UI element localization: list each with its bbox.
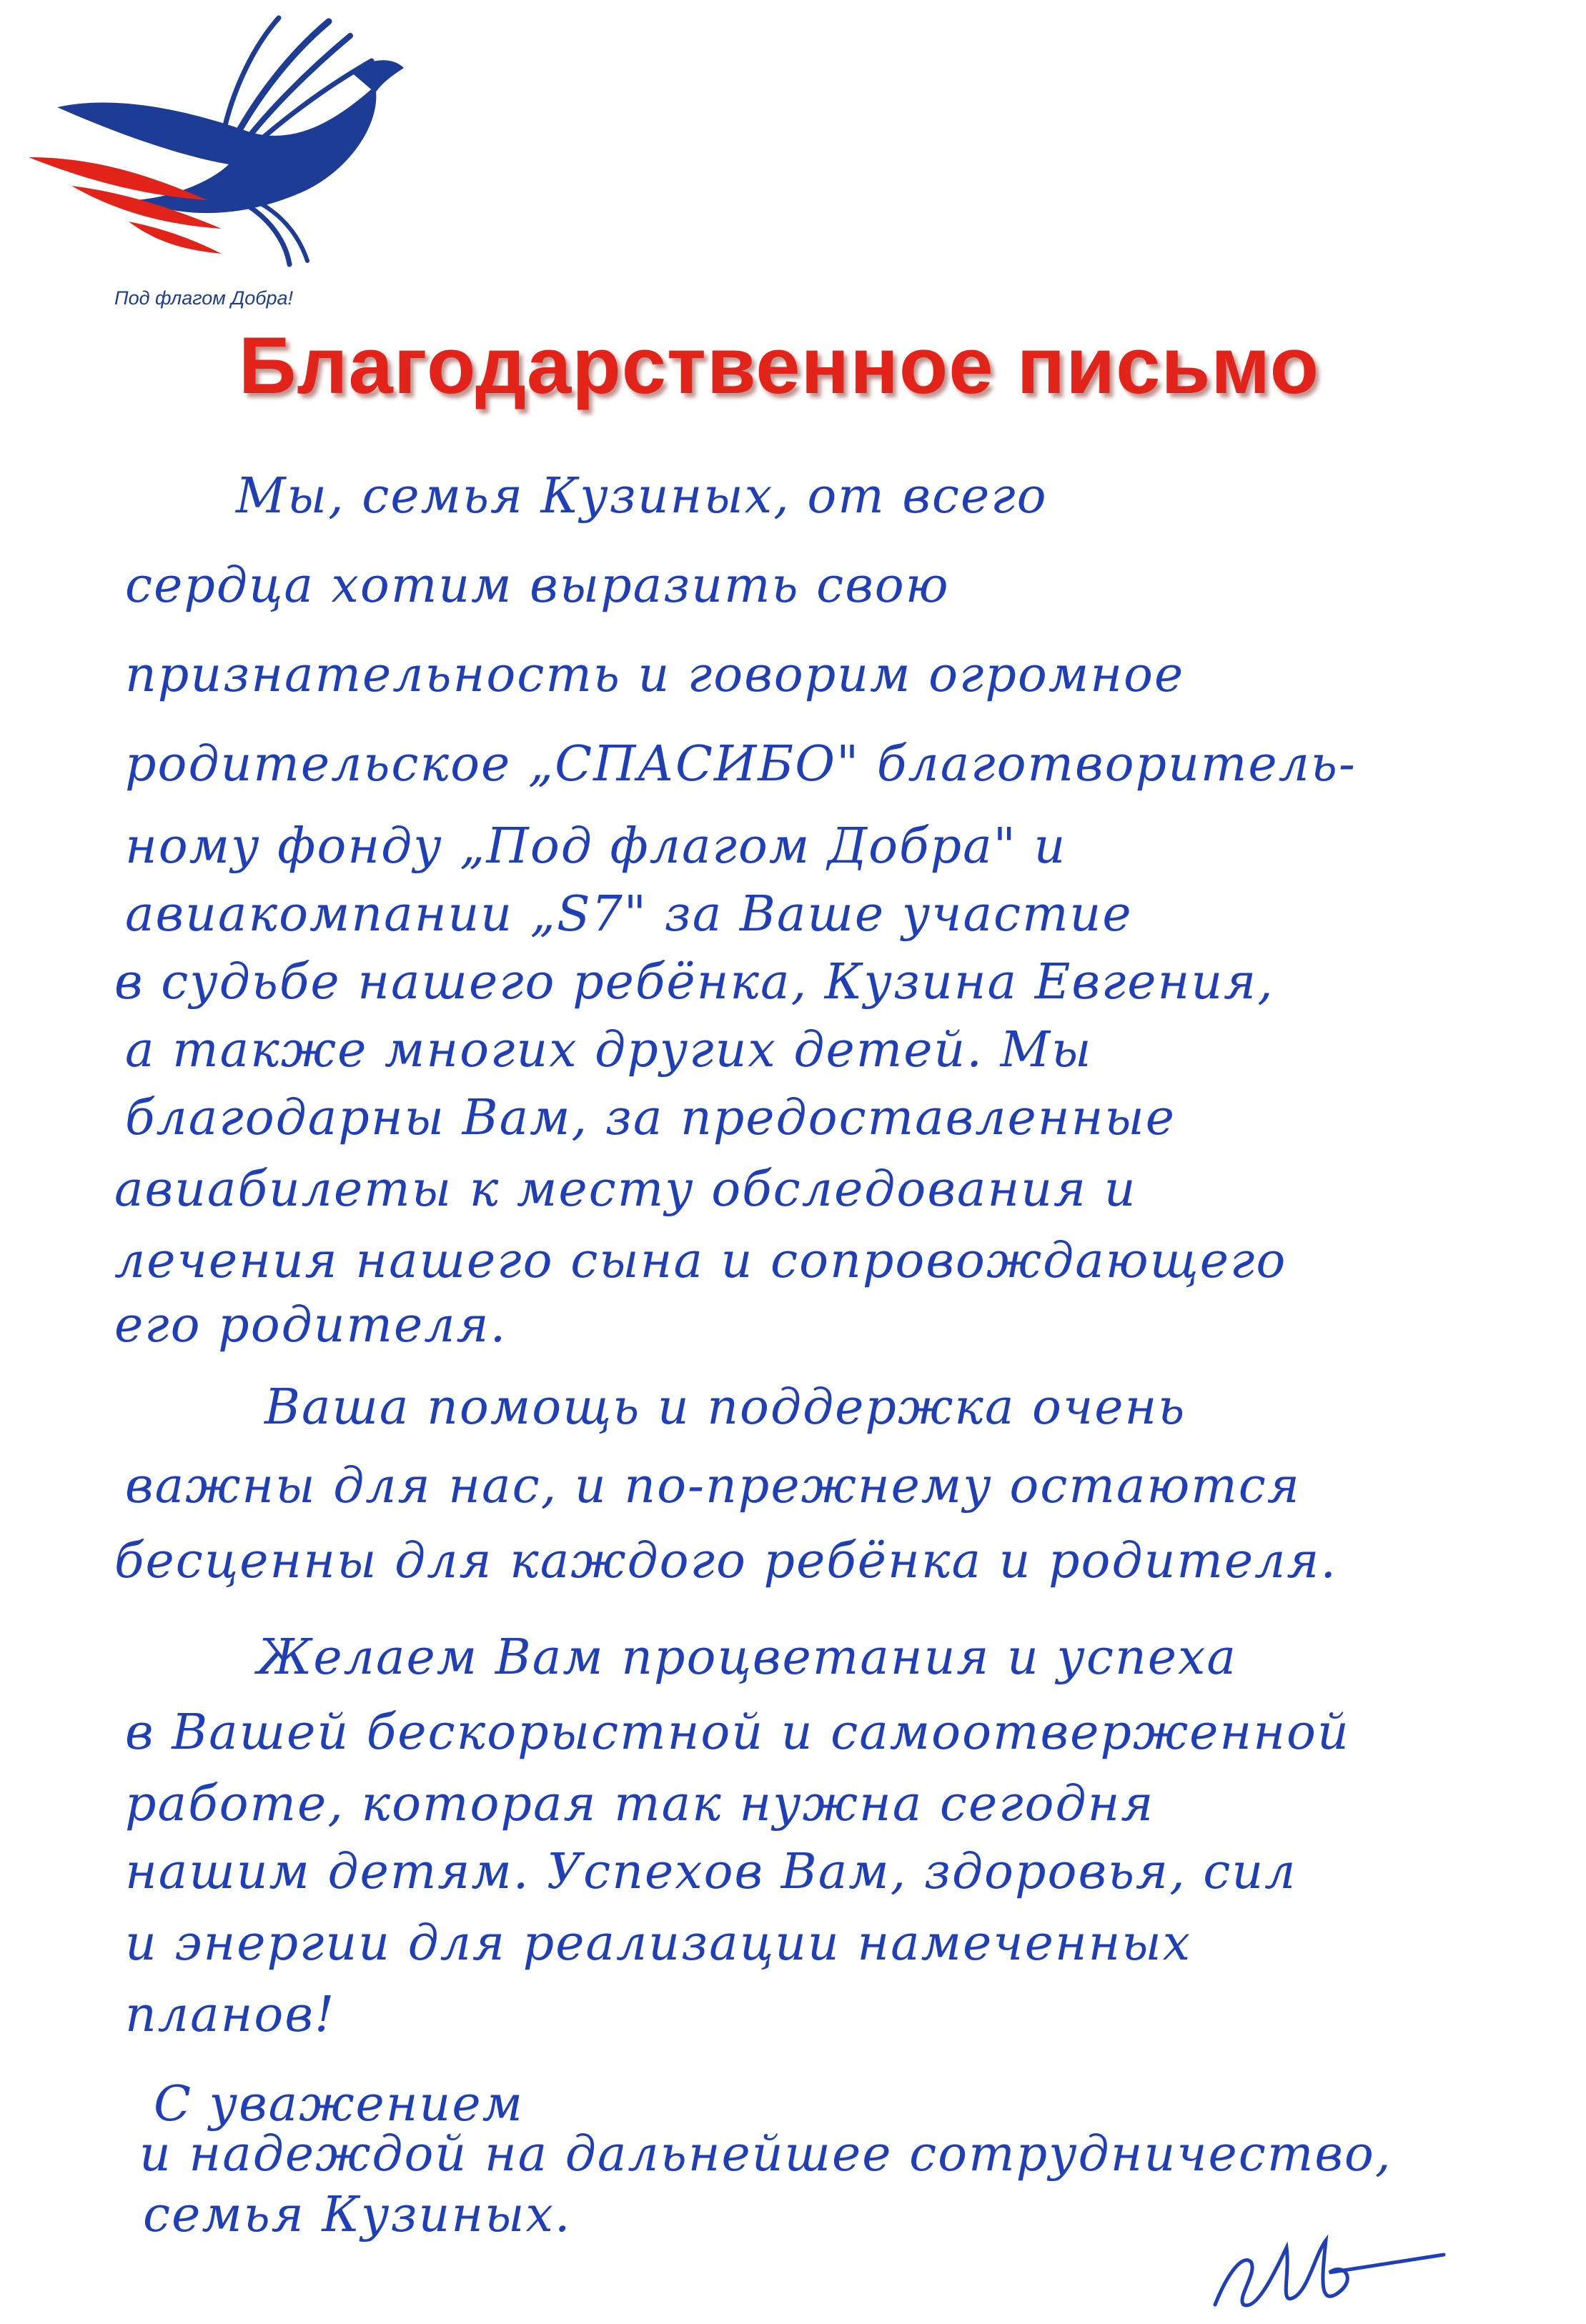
letter-line: его родителя. <box>114 1297 507 1354</box>
logo-tagline: Под флагом Добра! <box>114 287 294 309</box>
letter-line: в судьбе нашего ребёнка, Кузина Евгения, <box>114 954 1274 1010</box>
letter-line: авиабилеты к месту обследования и <box>114 1161 1137 1218</box>
letter-line: авиакомпании „S7" за Ваше участие <box>125 886 1133 943</box>
dove-logo-icon <box>14 7 415 272</box>
letter-closing-line: семья Кузиных. <box>143 2187 572 2243</box>
letter-line: бесценны для каждого ребёнка и родителя. <box>114 1533 1338 1589</box>
signature <box>1201 2205 1458 2319</box>
letter-line: лечения нашего сына и сопровождающего <box>114 1233 1287 1289</box>
letter-line: родительское „СПАСИБО" благотворитель- <box>125 736 1357 793</box>
letter-line: важны для нас, и по-прежнему остаются <box>125 1458 1301 1514</box>
letter-closing-line: и надеждой на дальнейшее сотрудничество, <box>139 2126 1392 2183</box>
letter-line: и энергии для реализации намеченных <box>125 1915 1192 1972</box>
letter-line: планов! <box>125 1987 336 2043</box>
letter-line: Мы, семья Кузиных, от всего <box>236 468 1048 525</box>
letter-line: нашим детям. Успехов Вам, здоровья, сил <box>125 1844 1297 1900</box>
letter-line: ному фонду „Под флагом Добра" и <box>125 818 1067 875</box>
letter-line: Ваша помощь и поддержка очень <box>264 1379 1186 1436</box>
letter-line: а также многих других детей. Мы <box>125 1022 1093 1078</box>
letter-line: работе, которая так нужна сегодня <box>125 1776 1155 1832</box>
foundation-logo <box>14 7 415 322</box>
letter-line: в Вашей бескорыстной и самоотверженной <box>125 1704 1350 1761</box>
letter-line: сердца хотим выразить свою <box>125 557 950 614</box>
letter-line: признательность и говорим огромное <box>125 647 1185 703</box>
letter-line: благодарны Вам, за предоставленные <box>125 1090 1176 1146</box>
letter-title: Благодарственное письмо <box>238 321 1320 410</box>
letter-closing-line: С уважением <box>154 2076 524 2132</box>
letter-line: Желаем Вам процветания и успеха <box>257 1629 1237 1686</box>
signature-icon <box>1201 2205 1458 2319</box>
